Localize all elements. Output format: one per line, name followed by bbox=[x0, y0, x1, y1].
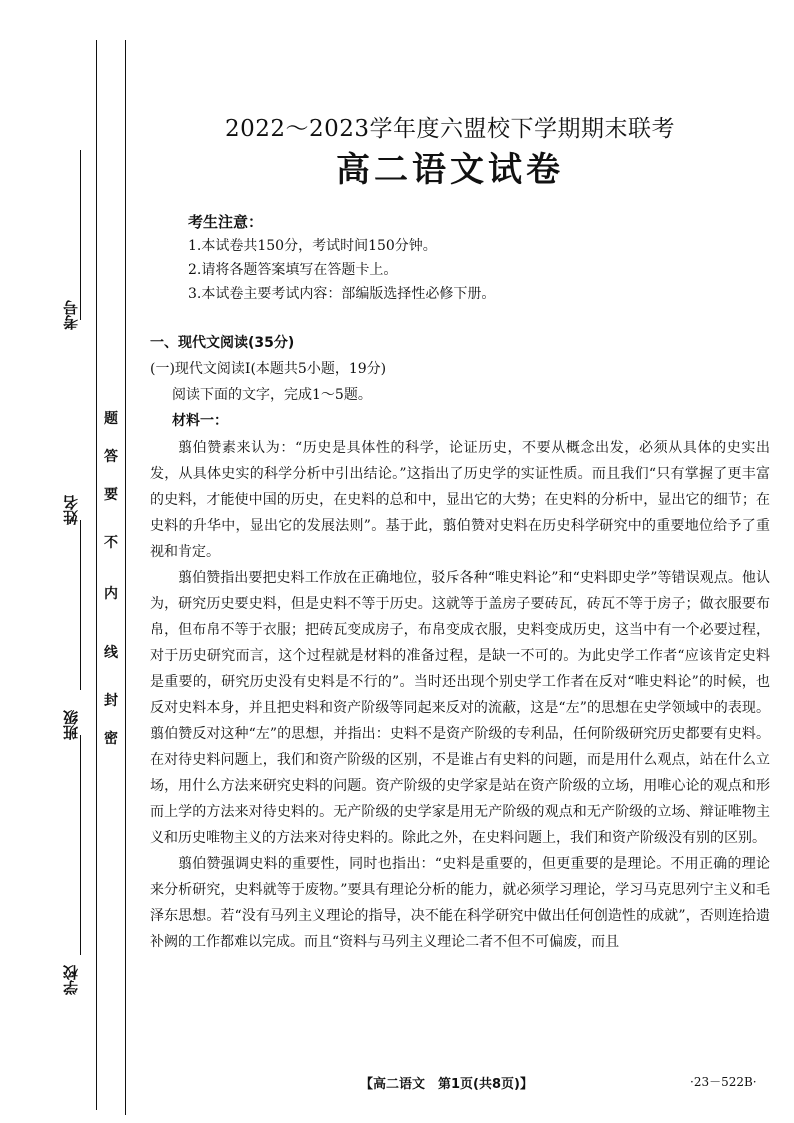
paper-code: ·23－522B· bbox=[690, 1075, 757, 1089]
seal-char: 密 bbox=[104, 731, 118, 747]
seal-char: 内 bbox=[104, 586, 118, 602]
notice-item: 1.本试卷共150分，考试时间150分钟。 bbox=[188, 238, 437, 254]
notice-box bbox=[188, 210, 495, 306]
class-field[interactable] bbox=[80, 735, 81, 955]
paragraph: 翦伯赞指出要把史料工作放在正确地位，驳斥各种“唯史料论”和“史料即史学”等错误观点。他认为，研究历史要史料，但是史料不等于历史。这就等于盖房子要砖瓦，砖瓦不等于房子；做衣服要布帛，但布帛不等于衣服；把砖瓦变成房子，布帛变成衣服，史料变成历史，这当中有一个必要过程，对于历史研究而言，这个过程就是材料的准备过程，是缺一不可的。为此史学工作者“应该肯定史料是重要的，研究历史没有史料是不行的”。当时还出现个别史学工作者在反对“唯史料论”的时候，也反对史料本身，并且把史料和资产阶级等同起来反对的流蔽，这是“左”的思想在史学领域中的表现。翦伯赞反对这种“左”的思想，并指出：史料不是资产阶级的专利品，任何阶级研究历史都要有史料。在对待史料问题上，我们和资产阶级的区别，不是谁占有史料的问题，而是用什么观点，站在什么立场，用什么方法来研究史料的问题。资产阶级的史学家是站在资产阶级的立场，用唯心论的观点和形而上学的方法来对待史料的。无产阶级的史学家是用无产阶级的观点和无产阶级的立场、辩证唯物主义和历史唯物主义的方法来对待史料的。除此之外，在史料问题上，我们和资产阶级没有别的区别。 bbox=[150, 570, 770, 846]
notice-heading: 考生注意： bbox=[188, 213, 264, 231]
paragraph: 翦伯赞强调史料的重要性，同时也指出：“史料是重要的，但更重要的是理论。不用正确的理论来分析研究，史料就等于废物。”要具有理论分析的能力，就必须学习理论，学习马克思列宁主义和毛泽东思想。若“没有马列主义理论的指导，决不能在科学研究中做出任何创造性的成就”，否则连拾遗补阙的工作都难以完成。而且“资料与马列主义理论二者不但不可偏废，而且 bbox=[150, 856, 770, 950]
seal-char: 题 bbox=[104, 411, 118, 427]
exam-no-field[interactable] bbox=[80, 150, 81, 320]
seal-char: 答 bbox=[104, 449, 118, 465]
seal-char: 封 bbox=[104, 693, 118, 709]
page-footer: 【高二语文 第1页(共8页)】 bbox=[360, 1077, 533, 1092]
name-label: 姓名 bbox=[62, 495, 80, 525]
exam-title: 2022～2023学年度六盟校下学期期末联考 bbox=[224, 116, 676, 142]
seal-char: 线 bbox=[104, 645, 118, 661]
seal-char: 要 bbox=[104, 487, 118, 503]
name-field[interactable] bbox=[80, 520, 81, 690]
section-heading: 一、现代文阅读(35分) bbox=[150, 335, 295, 351]
seal-char: 不 bbox=[104, 535, 118, 551]
binding-line-inner bbox=[125, 40, 126, 1115]
material-label: 材料一： bbox=[172, 413, 228, 429]
binding-line-outer bbox=[96, 40, 97, 1110]
school-label: 学校 bbox=[62, 965, 80, 995]
paragraph: 翦伯赞素来认为：“历史是具体性的科学，论证历史，不要从概念出发，必须从具体的史实出发，从具体史实的科学分析中引出结论。”这指出了历史学的实证性质。而且我们“只有掌握了更丰富的史料，才能使中国的历史，在史料的总和中，显出它的大势；在史料的分析中，显出它的细节；在史料的升华中，显出它的发展法则”。基于此，翦伯赞对史料在历史科学研究中的重要地位给予了重视和肯定。 bbox=[150, 440, 770, 560]
exam-no-label: 考号 bbox=[62, 300, 80, 330]
paper-title: 高二语文试卷 bbox=[336, 150, 564, 190]
class-label: 班级 bbox=[62, 710, 80, 740]
notice-item: 3.本试卷主要考试内容：部编版选择性必修下册。 bbox=[188, 286, 496, 302]
notice-item: 2.请将各题答案填写在答题卡上。 bbox=[188, 262, 398, 278]
subsection-heading: (一)现代文阅读Ⅰ(本题共5小题，19分) bbox=[150, 361, 387, 377]
reading-instruction: 阅读下面的文字，完成1～5题。 bbox=[172, 387, 372, 403]
passage bbox=[150, 435, 770, 955]
